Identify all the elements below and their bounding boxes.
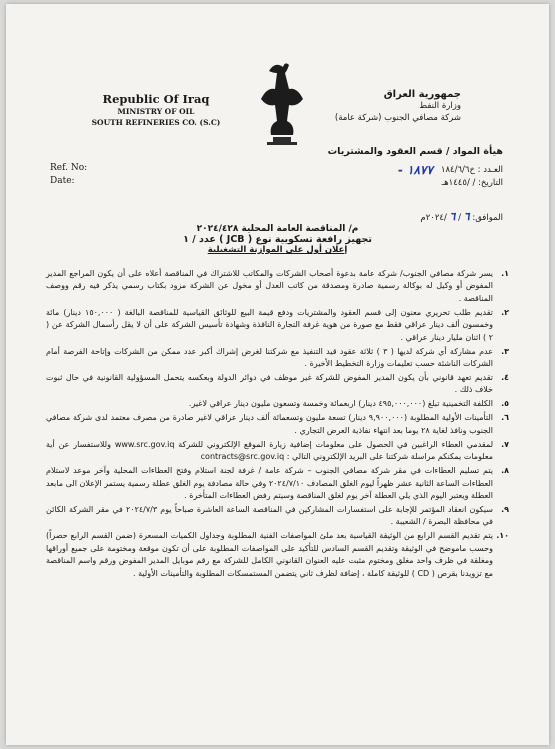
list-item bbox=[46, 307, 509, 344]
item-number: ٥. bbox=[501, 399, 509, 409]
handwritten-number: ١٨٧٧ - bbox=[397, 163, 433, 177]
arabic-number-label: العـدد : خ١٨٤/٦/٦ bbox=[440, 165, 503, 175]
item-number: ٢. bbox=[501, 307, 509, 317]
item-text: يتم تسليم العطاءات في مقر شركة مصافي الجنوب – شركة عامة / غرفة لجنة استلام وفتح العطاءات المحلية وآخر موعد لاستلام العطاءات الساعة الثانية عشر ظهراً ليوم الغلق المصادف ٢٠٢٤/٧/١٠ وفي حالة مصادفة يوم الغلق عطلة رسمية يستمر الإعلان الى مابعد العطلة ويعتبر اليوم الذي يلي العطلة آخر يوم لغلق المناقصة وسيتم رفض العطاءات المتأخرة . bbox=[46, 466, 493, 501]
arabic-reference bbox=[283, 164, 503, 190]
gregorian-day: ٦ bbox=[463, 210, 470, 223]
gregorian-year: /٢٠٢٤م bbox=[420, 213, 447, 223]
item-number: ٦. bbox=[501, 413, 509, 423]
list-item bbox=[46, 530, 509, 580]
item-text: يسر شركة مصافي الجنوب/ شركة عامة بدعوة أصحاب الشركات والمكاتب للاشتراك في المناقصة أعلاه على أن يكون المراجع المدير المفوض أو وكيل له بوكالة رسمية صادرة ومصدقة من كاتب العدل أو مخول عن الشركة مزود بكتاب رسمي يذكر فيه رقم ووصف المناقصة . bbox=[46, 269, 493, 303]
date-label: Date: bbox=[50, 176, 75, 186]
arabic-letterhead bbox=[291, 89, 461, 124]
gregorian-month: ٦ bbox=[449, 210, 456, 223]
item-number: ٤. bbox=[501, 373, 509, 383]
english-letterhead bbox=[56, 92, 256, 128]
list-item bbox=[46, 372, 509, 397]
document-page bbox=[6, 4, 549, 745]
tender-subject: م/ المناقصة العامة المحلية ٢٠٢٤/٤٢٨ bbox=[196, 224, 359, 234]
item-number: ٣. bbox=[501, 346, 509, 356]
arabic-ministry: وزارة النفط bbox=[419, 101, 461, 111]
english-ministry: MINISTRY OF OIL bbox=[117, 107, 195, 116]
item-text: عدم مشاركة أي شركة لديها ( ٣ ) ثلاثة عقود قيد التنفيذ مع شركتنا لغرض إشراك أكبر عدد ممكن من الشركات وإتاحة الفرصة أمام الشركات الناشئة حسب تعليمات وزارة التخطيط الأخيرة . bbox=[46, 346, 493, 369]
item-text: لمقدمي العطاء الراغبين في الحصول على معلومات إضافية زيارة الموقع الإلكتروني للشركة www.src.gov.iq وللاستفسار عن أية معلومات يمكنكم مراسلة شركتنا على البريد الإلكتروني التالي : contracts@src.gov.iq bbox=[46, 439, 494, 462]
item-text: تقديم تعهد قانوني بأن يكون المدير المفوض للشركة غير موظف في دوائر الدولة وبعكسه يتحمل المسؤولية القانونية في حال ثبوت خلاف ذلك . bbox=[46, 373, 493, 395]
list-item bbox=[46, 346, 509, 371]
english-reference bbox=[50, 162, 87, 188]
tender-announcement: إعلان أول على الموازنة التشغيلية bbox=[207, 245, 348, 255]
arabic-company: شركة مصافي الجنوب (شركة عامة) bbox=[334, 113, 461, 123]
item-number: ٧. bbox=[501, 439, 509, 449]
item-number: ٨. bbox=[501, 466, 509, 476]
list-item bbox=[46, 398, 509, 410]
arabic-country: جمهورية العراق bbox=[383, 89, 461, 100]
list-item bbox=[46, 465, 509, 502]
terms-list bbox=[46, 268, 509, 582]
list-item bbox=[46, 412, 509, 437]
item-text: الكلفة التخمينية تبلغ (٤٩٥,٠٠٠,٠٠٠ دينار) اربعمائة وخمسة وتسعون مليون دينار عراقي لاغير. bbox=[188, 399, 493, 409]
item-number: ٩. bbox=[501, 505, 509, 515]
department-heading: هيأة المواد / قسم العقود والمشتريات bbox=[327, 146, 503, 157]
gregorian-date: الموافق: ٦ / ٦ /٢٠٢٤م bbox=[420, 210, 503, 223]
item-number: ١. bbox=[501, 269, 509, 278]
list-item bbox=[46, 504, 509, 529]
ref-no-label: Ref. No: bbox=[50, 163, 88, 173]
tender-item: تجهيز رافعة تسكويية نوع ( JCB ) عدد / ١ bbox=[183, 234, 372, 245]
tender-titles bbox=[6, 224, 549, 255]
item-text: سيكون انعقاد المؤتمر للإجابة على استفسارات المشاركين في المناقصة الساعة العاشرة صباحاً يوم ٢٠٢٤/٧/٣ في مقر الشركة الكائن في محافظة البصرة / الشعيبة . bbox=[46, 505, 493, 527]
arabic-number-row bbox=[283, 164, 503, 177]
english-country: Republic Of Iraq bbox=[102, 92, 210, 106]
gregorian-label: الموافق: bbox=[472, 213, 503, 223]
list-item bbox=[46, 439, 509, 464]
item-text: تقديم طلب تحريري معنون إلى قسم العقود والمشتريات ودفع قيمة البيع للوثائق القياسية للمناقصة البالغة ( ١٥٠,٠٠٠ دينار) مائة وخمسون ألف دينار عراقي فقط مع صورة من هوية غرفة التجارة النافذة وشهادة تأسيس الشركة على أن لا يقل رأسمال الشركة عن ( ٢ ) اثنان مليار دينار عراقي . bbox=[46, 307, 493, 342]
item-text: يتم تقديم القسم الرابع من الوثيقة القياسية بعد ملئ المواصفات الفنية المطلوبة وجداول الكميات المسعرة (ضمن القسم الرابع حصراً) وحسب ماموضح في الوثيقة وتقديم القسم السادس للتأكيد على المواصفات المطلوبة على أن تكون موقعة ومختومة على جميع أوراقها ومغلقة في ظرف واحد مغلق ومختوم مثبت عليه العنوان القانوني الكامل للشركة مع رقم موبايل المدير المفوض ورقم واسم المناقصة مع تزويدنا بقرص ( CD ) للوثيقة كاملة ، إضافة لظرف ثاني يتضمن المستمسكات المطلوبة والتأمينات الأولية . bbox=[46, 531, 493, 578]
english-company: SOUTH REFINERIES CO. (S.C) bbox=[91, 118, 221, 127]
item-number: ١٠. bbox=[496, 531, 509, 541]
list-item bbox=[46, 268, 509, 305]
item-text: التأمينات الأولية المطلوبة (٩,٩٠٠,٠٠٠ دينار) تسعة مليون وتسعمائة ألف دينار عراقي لاغير صادرة من مصرف معتمد لدى شركة مصافي الجنوب ونافذ لغاية ٢٨ يوما بعد انتهاء نفاذية العرض التجاري . bbox=[46, 413, 493, 435]
arabic-date-label: التاريخ: / /١٤٤٥هـ bbox=[441, 178, 503, 188]
